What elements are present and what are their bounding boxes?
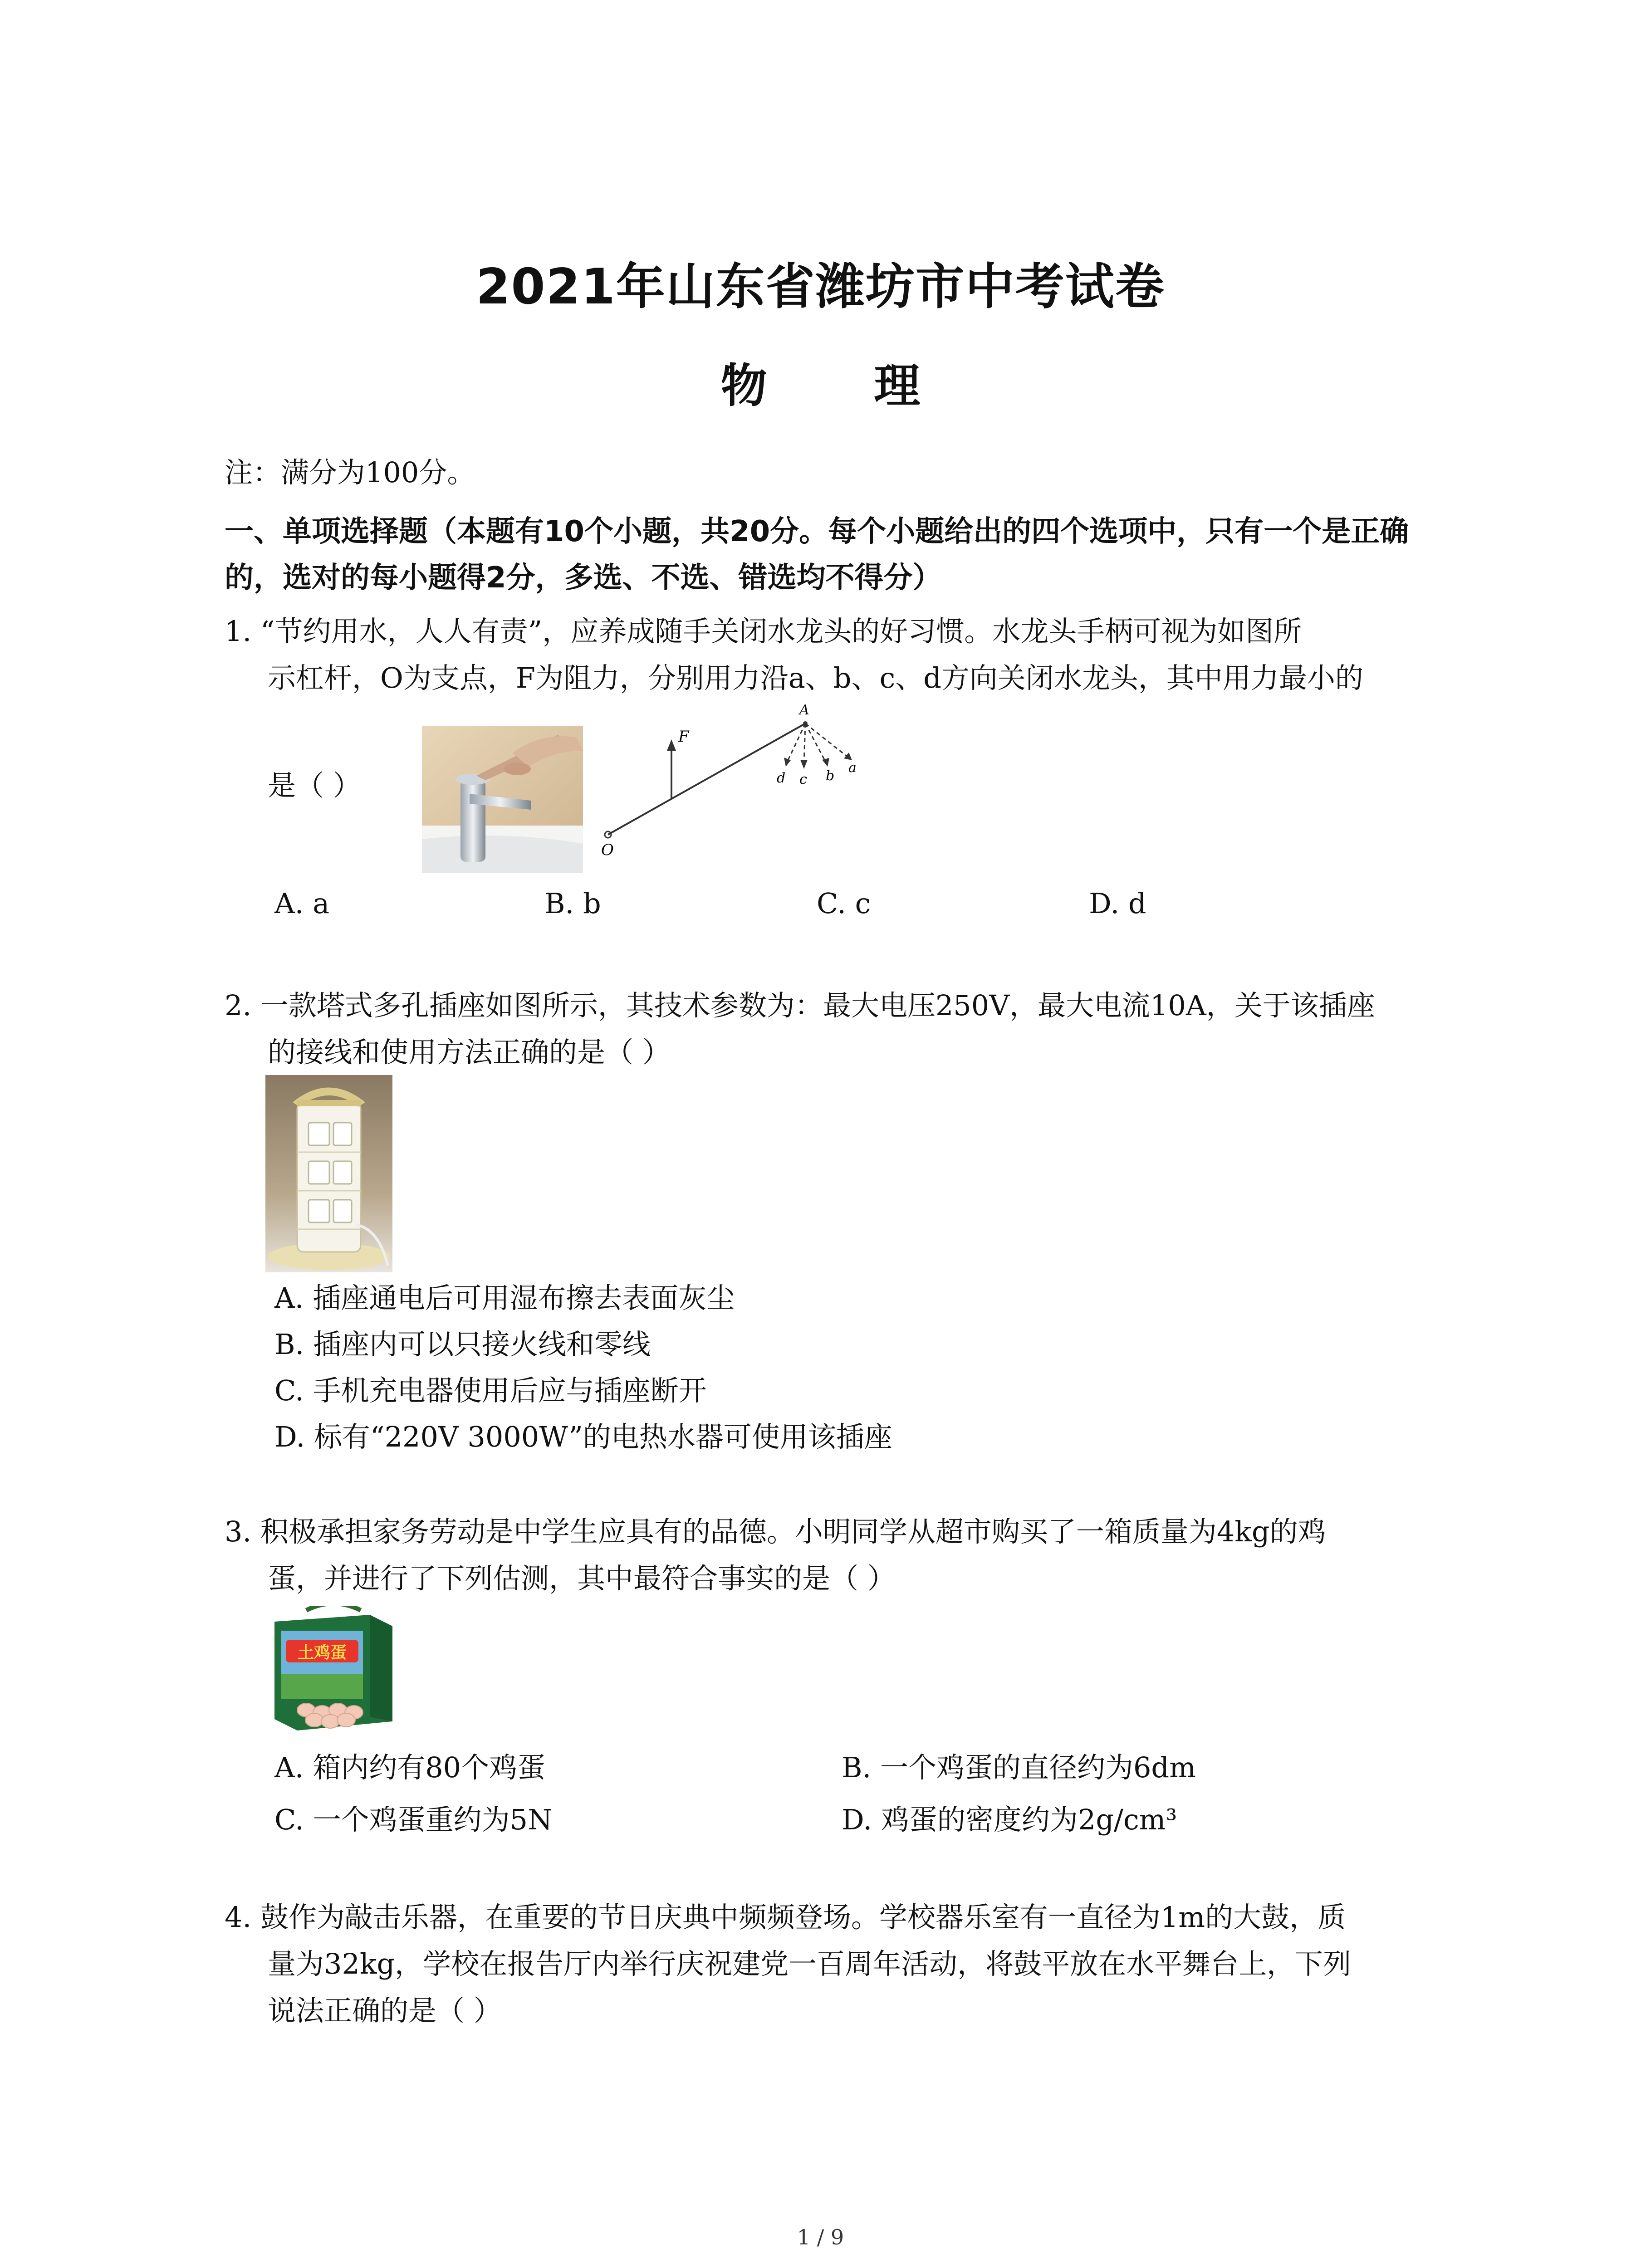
label-a: a [848, 760, 857, 776]
socket-tower-photo [265, 1075, 392, 1272]
q4-line1: 4. 鼓作为敲击乐器，在重要的节日庆典中频频登场。学校器乐室有一直径为1m的大鼓，质 [225, 1901, 1346, 1934]
page-title: 2021年山东省潍坊市中考试卷 [476, 259, 1165, 315]
q3-option-a: A. 箱内约有80个鸡蛋 [274, 1751, 546, 1784]
q1-line1: 1. “节约用水，人人有责”，应养成随手关闭水龙头的好习惯。水龙头手柄可视为如图所 [225, 615, 1302, 648]
q1-line2: 示杠杆，O为支点，F为阻力，分别用力沿a、b、c、d方向关闭水龙头，其中用力最小的 [268, 661, 1363, 694]
q1-option-c: C. c [817, 887, 871, 920]
q1-option-a: A. a [274, 887, 330, 920]
q2-line1: 2. 一款塔式多孔插座如图所示，其技术参数为：最大电压250V，最大电流10A，关于该插座 [225, 989, 1375, 1022]
q2-line2: 的接线和使用方法正确的是（ ） [268, 1036, 671, 1069]
q2-option-d: D. 标有“220V 3000W”的电热水器可使用该插座 [274, 1420, 892, 1453]
faucet-photo [422, 726, 583, 873]
label-c: c [799, 772, 807, 787]
q3-option-b: B. 一个鸡蛋的直径约为6dm [842, 1751, 1196, 1784]
label-d: d [777, 770, 786, 786]
section-heading-line2: 的，选对的每小题得2分，多选、不选、错选均不得分） [225, 561, 942, 595]
label-b: b [826, 768, 835, 784]
egg-box-photo [265, 1606, 399, 1733]
q3-line1: 3. 积极承担家务劳动是中学生应具有的品德。小明同学从超市购买了一箱质量为4kg的鸡 [225, 1515, 1326, 1548]
label-a-point: A [799, 702, 809, 718]
subject-title: 物 理 [720, 359, 966, 413]
q3-line2: 蛋，并进行了下列估测，其中最符合事实的是（ ） [268, 1562, 896, 1595]
q3-option-c: C. 一个鸡蛋重约为5N [274, 1803, 553, 1836]
lever-diagram [594, 694, 871, 857]
score-note: 注：满分为100分。 [225, 456, 475, 489]
q4-line3: 说法正确的是（ ） [268, 1994, 502, 2027]
label-f: F [678, 728, 689, 746]
q2-option-c: C. 手机充电器使用后应与插座断开 [274, 1374, 707, 1407]
label-o: O [601, 841, 614, 857]
page-number: 1 / 9 [797, 2225, 844, 2249]
section-heading-line1: 一、单项选择题（本题有10个小题，共20分。每个小题给出的四个选项中，只有一个是正确 [225, 515, 1409, 548]
q2-option-a: A. 插座通电后可用湿布擦去表面灰尘 [274, 1281, 735, 1315]
q4-line2: 量为32kg，学校在报告厅内举行庆祝建党一百周年活动，将鼓平放在水平舞台上，下列 [268, 1947, 1352, 1980]
egg-box-label: 土鸡蛋 [297, 1643, 347, 1662]
q1-line3: 是（ ） [268, 769, 361, 802]
q1-option-b: B. b [544, 887, 601, 920]
q3-option-d: D. 鸡蛋的密度约为2g/cm³ [842, 1803, 1177, 1836]
q2-option-b: B. 插座内可以只接火线和零线 [274, 1328, 651, 1361]
q1-option-d: D. d [1089, 887, 1146, 920]
